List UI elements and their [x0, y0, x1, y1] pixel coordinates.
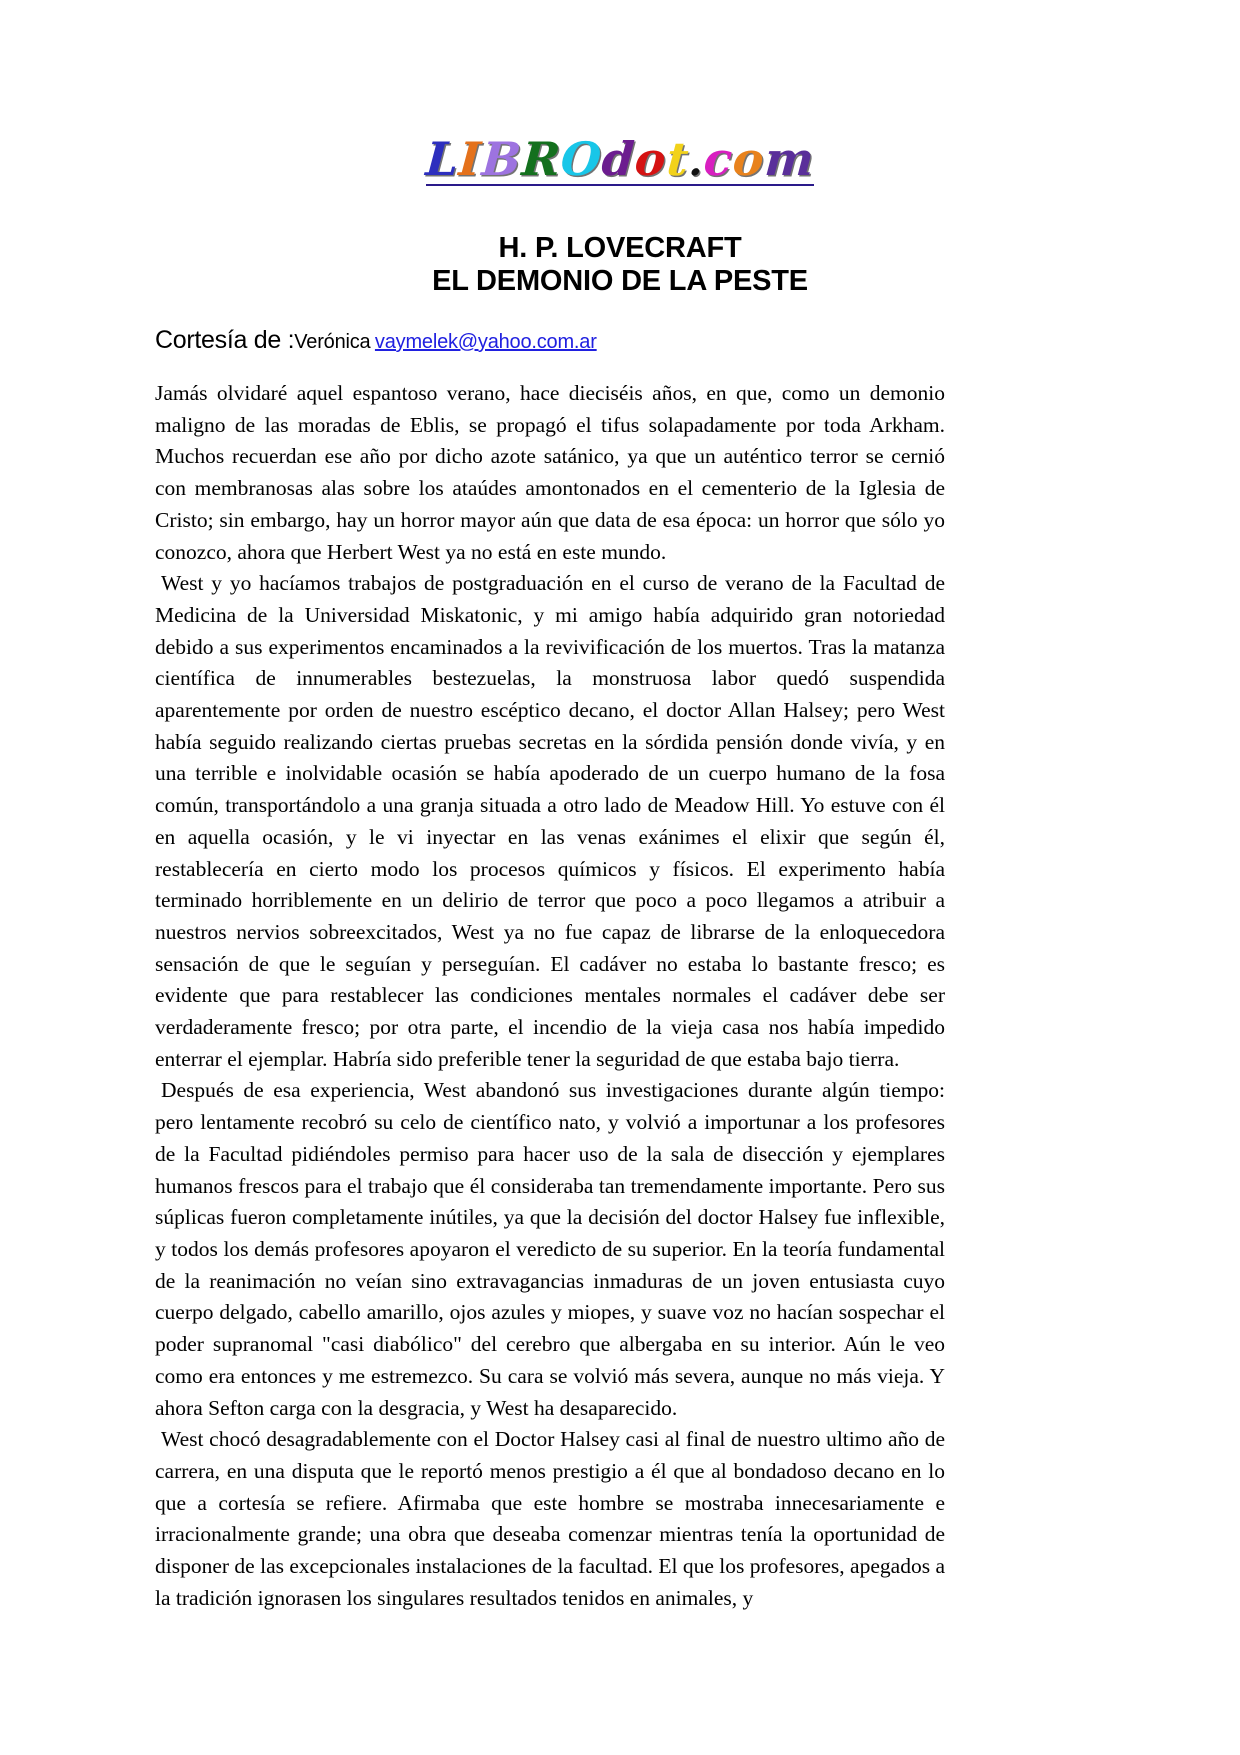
librodot-logo[interactable]: [0, 132, 1240, 186]
logo-letter: c: [701, 132, 735, 186]
paragraph: Jamás olvidaré aquel espantoso verano, hace dieciséis años, en que, como un demonio maligno de las moradas de Eblis, se propagó el tifus solapadamente por toda Arkham. Muchos recuerdan ese año por dicho azote satánico, ya que un auténtico terror se cernió con membranosas alas sobre los ataúdes amontonados en el cementerio de la Iglesia de Cristo; sin embargo, hay un horror mayor aún que data de esa época: un horror que sólo yo conozco, ahora que Herbert West ya no está en este mundo.: [155, 381, 945, 564]
story-body: [155, 378, 945, 1614]
logo-letter: .: [687, 138, 706, 185]
paragraph: Después de esa experiencia, West abandonó sus investigaciones durante algún tiempo: pero lentamente recobró su celo de científico nato, y volvió a importunar a los profesores de la Facultad pidiéndoles permiso para hacer uso de la sala de disección y ejemplares humanos frescos para el trabajo que él consideraba tan tremendamente importante. Pero sus súplicas fueron completamente inútiles, ya que la decisión del doctor Halsey fue inflexible, y todos los demás profesores apoyaron el veredicto de su superior. En la teoría fundamental de la reanimación no veían sino extravagancias inmaduras de un joven entusiasta cuyo cuerpo delgado, cabello amarillo, ojos azules y miopes, y suave voz no hacían sospechar el poder supranomal "casi diabólico" del cerebro que albergaba en su interior. Aún le veo como era entonces y me estremezco. Su cara se volvió más severa, aunque no más vieja. Y ahora Sefton carga con la desgracia, y West ha desaparecido.: [155, 1078, 945, 1420]
logo-letter: I: [457, 132, 484, 186]
courtesy-line: [155, 326, 955, 355]
author-name: H. P. LOVECRAFT: [498, 232, 742, 264]
logo-letter: o: [633, 132, 669, 186]
logo-letter: m: [762, 132, 817, 186]
work-title: EL DEMONIO DE LA PESTE: [432, 265, 808, 297]
paragraph: West y yo hacíamos trabajos de postgraduación en el curso de verano de la Facultad de Medicina de la Universidad Miskatonic, y mi amigo había adquirido gran notoriedad debido a sus experimentos encaminados a la revivificación de los muertos. Tras la matanza científica de innumerables bestezuelas, la monstruosa labor quedó suspendida aparentemente por orden de nuestro escéptico decano, el doctor Allan Halsey; pero West había seguido realizando ciertas pruebas secretas en la sórdida pensión donde vivía, y en una terrible e inolvidable ocasión se había apoderado de un cuerpo humano de la fosa común, transportándolo a una granja situada a otro lado de Meadow Hill. Yo estuve con él en aquella ocasión, y le vi inyectar en las venas exánimes el elixir que según él, restablecería en cierto modo los procesos químicos y físicos. El experimento había terminado horriblemente en un delirio de terror que poco a poco llegamos a atribuir a nuestros nervios sobreexcitados, West ya no fue capaz de librarse de la enloquecedora sensación de que le seguían y perseguían. El cadáver no estaba lo bastante fresco; es evidente que para restablecer las condiciones mentales normales el cadáver debe ser verdaderamente fresco; por otra parte, el incendio de la vieja casa nos había impedido enterrar el ejemplar. Habría sido preferible tener la seguridad de que estaba bajo tierra.: [155, 571, 945, 1071]
logo-letter: d: [599, 132, 637, 186]
logo-letter: O: [558, 132, 604, 186]
paragraph: West chocó desagradablemente con el Doctor Halsey casi al final de nuestro ultimo año de carrera, en una disputa que le reportó menos prestigio a él que al bondadoso decano en lo que a cortesía se refiere. Afirmaba que este hombre se mostraba innecesariamente e irracionalmente grande; una obra que deseaba comenzar mientras tenía la oportunidad de disponer de las excepcionales instalaciones de la facultad. El que los profesores, apegados a la tradición ignorasen los singulares resultados tenidos en animales, y: [155, 1427, 945, 1610]
librodot-logo-text: [423, 132, 817, 186]
courtesy-contributor-name: Verónica: [294, 331, 371, 353]
logo-letter: L: [423, 132, 461, 186]
logo-letter: t: [664, 132, 691, 186]
courtesy-label: Cortesía de :: [155, 326, 295, 354]
logo-letter: B: [479, 132, 524, 186]
logo-letter: o: [730, 132, 767, 186]
logo-letter: R: [519, 132, 563, 186]
contributor-email-link[interactable]: vaymelek@yahoo.com.ar: [374, 331, 597, 353]
